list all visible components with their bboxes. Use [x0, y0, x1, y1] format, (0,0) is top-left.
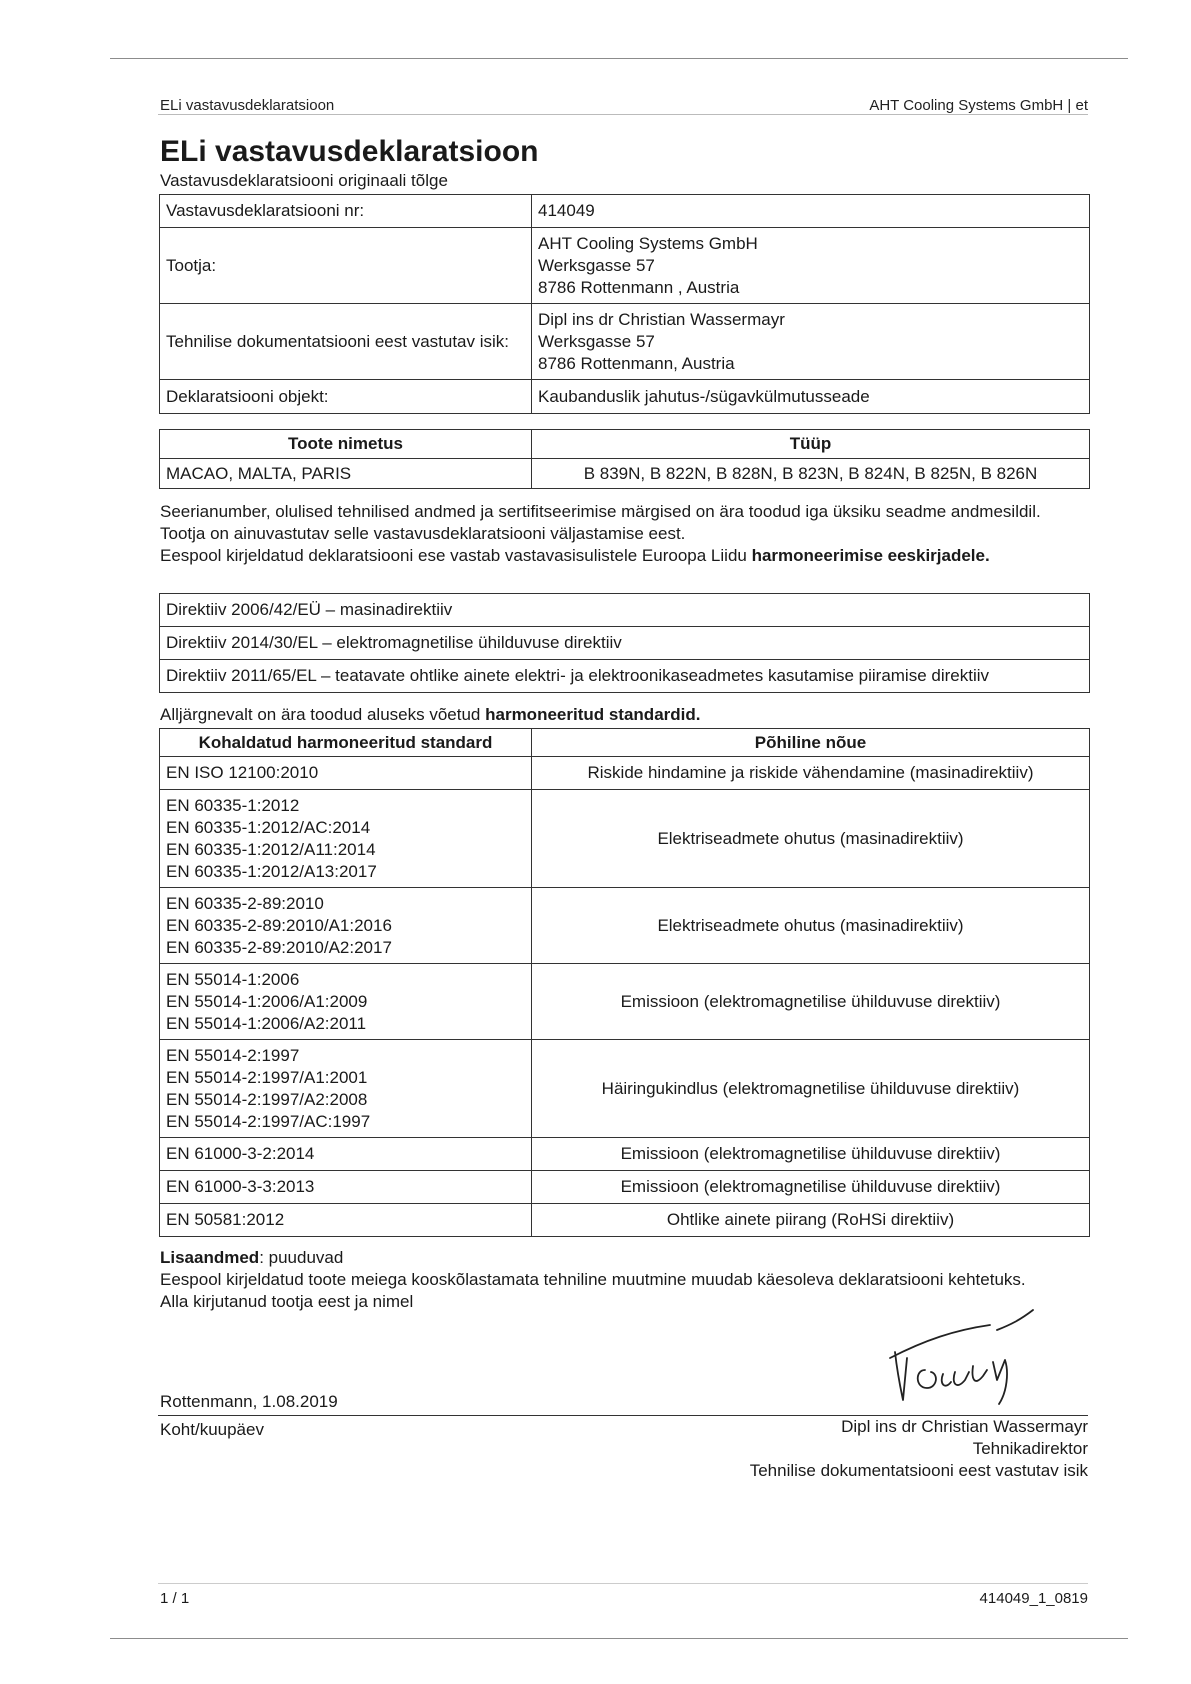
requirement-cell: Riskide hindamine ja riskide vähendamine (masinadirektiiv)	[532, 757, 1090, 790]
additional-line: Eespool kirjeldatud toote meiega kooskõlastamata tehniline muutmine muudab käesoleva deklaratsiooni kehtetuks.	[160, 1270, 1026, 1289]
standard-code: EN 55014-2:1997/A2:2008	[166, 1089, 368, 1109]
signatory-role: Tehnilise dokumentatsiooni eest vastutav isik	[749, 1461, 1088, 1480]
standard-code: EN 55014-1:2006	[166, 969, 300, 989]
directives-table	[159, 593, 1090, 693]
address-line: 8786 Rottenmann, Austria	[538, 353, 735, 373]
table-row	[160, 228, 1090, 304]
statement-paragraph	[160, 501, 1090, 567]
table-row	[160, 1040, 1090, 1138]
page-number: 1 / 1	[160, 1590, 190, 1607]
standard-cell	[160, 790, 532, 888]
standard-code: EN 61000-3-3:2013	[166, 1177, 315, 1196]
header-divider	[158, 114, 1088, 115]
table-row	[160, 1138, 1090, 1171]
directive-item: Direktiiv 2011/65/EL – teatavate ohtlike ainete elektri- ja elektroonikaseadmetes kasutamise piiramise direktiiv	[160, 660, 1090, 693]
table-row	[160, 790, 1090, 888]
info-table	[159, 194, 1090, 414]
statement-line: Tootja on ainuvastutav selle vastavusdeklaratsiooni väljastamise eest.	[160, 524, 686, 543]
address-line: Werksgasse 57	[538, 331, 655, 351]
standard-cell	[160, 1204, 532, 1237]
requirement-cell: Emissioon (elektromagnetilise ühilduvuse direktiiv)	[532, 964, 1090, 1040]
table-row	[160, 729, 1090, 757]
product-name-header: Toote nimetus	[160, 430, 532, 459]
address-line: Dipl ins dr Christian Wassermayr	[538, 309, 785, 329]
standard-cell	[160, 1171, 532, 1204]
address-line: Werksgasse 57	[538, 255, 655, 275]
standard-code: EN 60335-2-89:2010/A1:2016	[166, 915, 392, 935]
signatory-block	[750, 1416, 1088, 1482]
manufacturer-label: Tootja:	[160, 228, 532, 304]
footer-divider	[158, 1583, 1088, 1584]
standard-cell	[160, 1138, 532, 1171]
table-row	[160, 459, 1090, 489]
table-row	[160, 627, 1090, 660]
standards-intro-line	[160, 704, 1090, 726]
requirement-cell: Elektriseadmete ohutus (masinadirektiiv)	[532, 888, 1090, 964]
standards-header-left: Kohaldatud harmoneeritud standard	[160, 729, 532, 757]
standard-code: EN 60335-1:2012	[166, 795, 300, 815]
additional-value: : puuduvad	[259, 1248, 344, 1267]
table-row	[160, 304, 1090, 380]
place-date: Rottenmann, 1.08.2019	[160, 1392, 338, 1411]
statement-line: Seerianumber, olulised tehnilised andmed ja sertifitseerimise märgised on ära toodud iga üksiku seadme andmesildil.	[160, 502, 1041, 521]
table-row	[160, 430, 1090, 459]
top-border-line	[110, 58, 1128, 59]
document-code: 414049_1_0819	[979, 1590, 1088, 1607]
product-type-header: Tüüp	[532, 430, 1090, 459]
standard-code: EN 60335-2-89:2010/A2:2017	[166, 937, 392, 957]
manufacturer-value	[532, 228, 1090, 304]
table-row	[160, 195, 1090, 228]
standard-code: EN 55014-1:2006/A2:2011	[166, 1013, 367, 1033]
standards-header-right: Põhiline nõue	[532, 729, 1090, 757]
requirement-cell: Emissioon (elektromagnetilise ühilduvuse direktiiv)	[532, 1171, 1090, 1204]
product-type-value: B 839N, B 822N, B 828N, B 823N, B 824N, B 825N, B 826N	[532, 459, 1090, 489]
directive-item: Direktiiv 2006/42/EÜ – masinadirektiiv	[160, 594, 1090, 627]
requirement-cell: Emissioon (elektromagnetilise ühilduvuse direktiiv)	[532, 1138, 1090, 1171]
standard-code: EN 55014-2:1997/A1:2001	[166, 1067, 368, 1087]
standard-code: EN 60335-1:2012/AC:2014	[166, 817, 371, 837]
nr-label: Vastavusdeklaratsiooni nr:	[160, 195, 532, 228]
object-value: Kaubanduslik jahutus-/sügavkülmutusseade	[532, 380, 1090, 414]
responsible-label: Tehnilise dokumentatsiooni eest vastutav isik:	[160, 304, 532, 380]
signatory-title: Tehnikadirektor	[972, 1439, 1088, 1458]
requirement-cell: Elektriseadmete ohutus (masinadirektiiv)	[532, 790, 1090, 888]
standard-code: EN 55014-2:1997	[166, 1045, 300, 1065]
object-label: Deklaratsiooni objekt:	[160, 380, 532, 414]
standard-code: EN 55014-1:2006/A1:2009	[166, 991, 368, 1011]
additional-line: Alla kirjutanud tootja eest ja nimel	[160, 1292, 414, 1311]
table-row	[160, 594, 1090, 627]
nr-value: 414049	[532, 195, 1090, 228]
table-row	[160, 964, 1090, 1040]
place-date-label: Koht/kuupäev	[160, 1420, 264, 1439]
standard-cell	[160, 757, 532, 790]
standard-code: EN 60335-1:2012/A11:2014	[166, 839, 376, 859]
standard-code: EN 61000-3-2:2014	[166, 1144, 315, 1163]
header-left: ELi vastavusdeklaratsioon	[160, 97, 335, 114]
table-row	[160, 1171, 1090, 1204]
table-row	[160, 660, 1090, 693]
standards-intro	[160, 704, 1090, 726]
standards-intro-bold: harmoneeritud standardid.	[485, 705, 701, 724]
standard-cell	[160, 964, 532, 1040]
standard-code: EN 55014-2:1997/AC:1997	[166, 1111, 371, 1131]
requirement-cell: Häiringukindlus (elektromagnetilise ühilduvuse direktiiv)	[532, 1040, 1090, 1138]
standard-code: EN ISO 12100:2010	[166, 763, 319, 782]
statement-bold: harmoneerimise eeskirjadele.	[751, 546, 990, 565]
standards-intro-text: Alljärgnevalt on ära toodud aluseks võetud	[160, 705, 486, 724]
product-table	[159, 429, 1090, 489]
standard-code: EN 60335-2-89:2010	[166, 893, 324, 913]
standard-code: EN 50581:2012	[166, 1210, 285, 1229]
table-row	[160, 1204, 1090, 1237]
address-line: 8786 Rottenmann , Austria	[538, 277, 740, 297]
page-title: ELi vastavusdeklaratsioon	[160, 135, 539, 168]
table-row	[160, 757, 1090, 790]
header-right: AHT Cooling Systems GmbH | et	[869, 97, 1088, 114]
statement-text: Eespool kirjeldatud deklaratsiooni ese vastab vastavasisulistele Euroopa Liidu	[160, 546, 752, 565]
standards-table	[159, 728, 1090, 1237]
table-row	[160, 888, 1090, 964]
signature-image	[885, 1300, 1035, 1410]
signatory-name: Dipl ins dr Christian Wassermayr	[841, 1417, 1088, 1436]
standard-cell	[160, 1040, 532, 1138]
address-line: AHT Cooling Systems GmbH	[538, 233, 758, 253]
standard-code: EN 60335-1:2012/A13:2017	[166, 861, 377, 881]
product-name-value: MACAO, MALTA, PARIS	[160, 459, 532, 489]
bottom-border-line	[110, 1638, 1128, 1639]
page-subtitle: Vastavusdeklaratsiooni originaali tõlge	[160, 171, 448, 190]
directive-item: Direktiiv 2014/30/EL – elektromagnetilise ühilduvuse direktiiv	[160, 627, 1090, 660]
statement-line	[160, 545, 1090, 567]
additional-label: Lisaandmed	[160, 1248, 260, 1267]
requirement-cell: Ohtlike ainete piirang (RoHSi direktiiv)	[532, 1204, 1090, 1237]
responsible-value	[532, 304, 1090, 380]
standard-cell	[160, 888, 532, 964]
additional-line	[160, 1247, 1060, 1269]
table-row	[160, 380, 1090, 414]
